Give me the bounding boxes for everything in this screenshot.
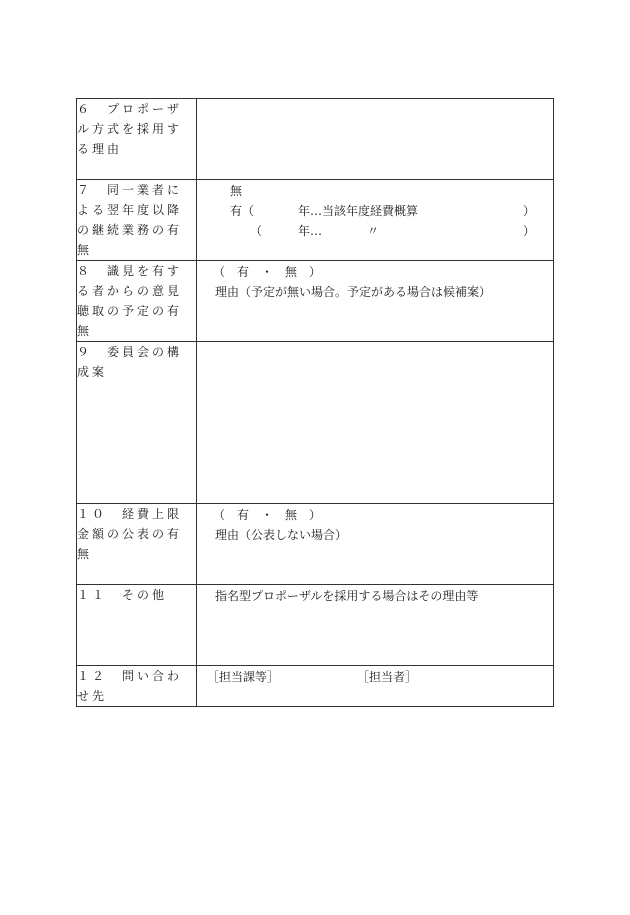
content-cell[interactable] <box>197 261 554 342</box>
row-label: ９ 委員会の構成案 <box>77 345 183 379</box>
label-cell <box>77 504 197 585</box>
row-continuation <box>77 180 554 261</box>
content-cell[interactable] <box>197 180 554 261</box>
label-cell <box>77 585 197 666</box>
yes-no-choice[interactable]: （ 有 ・ 無 ） <box>213 508 322 522</box>
label-cell <box>77 666 197 707</box>
row-contact <box>77 666 554 707</box>
content-cell[interactable] <box>197 504 554 585</box>
yes-no-choice[interactable]: （ 有 ・ 無 ） <box>213 265 322 279</box>
contact-person: ［担当者］ <box>357 670 418 684</box>
option-yes-year: 年…当該年度経費概算 <box>298 204 419 218</box>
label-cell <box>77 180 197 261</box>
label-cell <box>77 99 197 180</box>
reason-text: 理由（予定が無い場合。予定がある場合は候補案） <box>215 285 492 299</box>
contact-dept: ［担当課等］ <box>207 670 280 684</box>
content-cell[interactable] <box>197 666 554 707</box>
label-cell <box>77 261 197 342</box>
content-cell[interactable] <box>197 99 554 180</box>
row-committee <box>77 342 554 504</box>
ditto-mark: 〃 <box>367 224 380 238</box>
option-none: 無 <box>230 184 243 198</box>
row-label: ７ 同一業者による翌年度以降の継続業務の有無 <box>77 183 183 257</box>
row-label: ８ 識見を有する者からの意見聴取の予定の有無 <box>77 264 183 338</box>
other-note: 指名型プロポーザルを採用する場合はその理由等 <box>215 589 479 603</box>
row-other <box>77 585 554 666</box>
row-label: １１ その他 <box>77 588 168 602</box>
row-budget-cap <box>77 504 554 585</box>
row-label: １０ 経費上限金額の公表の有無 <box>77 507 183 561</box>
content-cell[interactable] <box>197 342 554 504</box>
row-label: １２ 問い合わせ先 <box>77 669 183 703</box>
option-next-year: 年… <box>298 224 323 238</box>
form-table <box>76 98 554 707</box>
option-yes-open: 有（ <box>230 204 255 218</box>
row-proposal-reason <box>77 99 554 180</box>
option-next-close: ） <box>523 224 536 238</box>
option-yes-close: ） <box>523 204 536 218</box>
reason-text: 理由（公表しない場合） <box>215 528 348 542</box>
content-cell[interactable] <box>197 585 554 666</box>
row-expert-opinion <box>77 261 554 342</box>
row-label: ６ プロポーザル方式を採用する理由 <box>77 102 183 156</box>
option-next-open: （ <box>250 224 263 238</box>
label-cell <box>77 342 197 504</box>
